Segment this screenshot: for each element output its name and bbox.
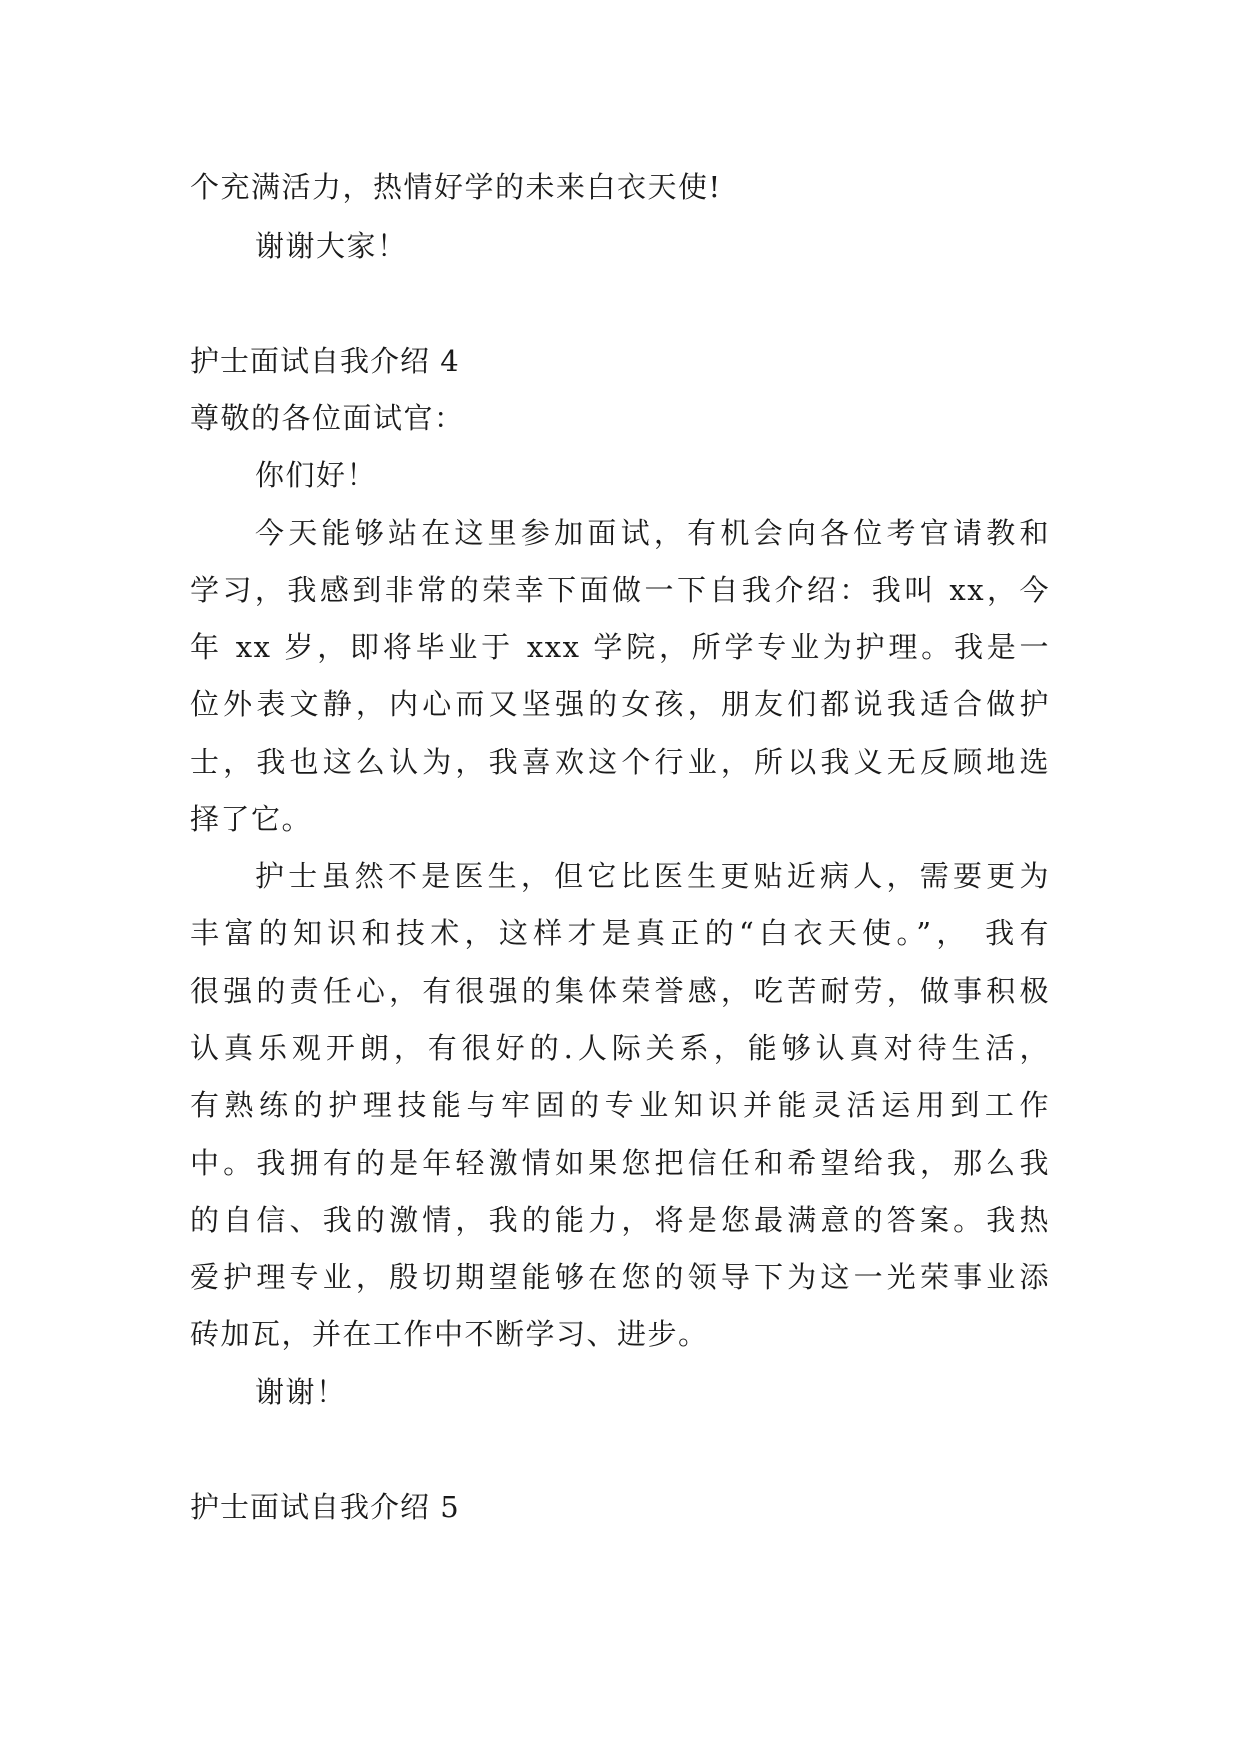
- text-line: 很强的责任心，有很强的集体荣誉感，吃苦耐劳，做事积极: [190, 974, 1050, 1008]
- salutation: 尊敬的各位面试官：: [190, 401, 465, 435]
- text-line: 谢谢大家！: [255, 229, 408, 263]
- text-line: 有熟练的护理技能与牢固的专业知识并能灵活运用到工作: [190, 1088, 1050, 1122]
- greeting: 你们好！: [255, 458, 378, 492]
- text-line: 择了它。: [190, 802, 313, 836]
- closing: 谢谢！: [255, 1375, 347, 1409]
- text-line: 士，我也这么认为，我喜欢这个行业，所以我义无反顾地选: [190, 745, 1050, 779]
- text-line: 学习，我感到非常的荣幸下面做一下自我介绍：我叫 xx，今: [190, 573, 1050, 607]
- text-line: 认真乐观开朗，有很好的.人际关系，能够认真对待生活，: [190, 1031, 1050, 1065]
- text-line: 今天能够站在这里参加面试，有机会向各位考官请教和: [255, 516, 1050, 550]
- text-line: 的自信、我的激情，我的能力，将是您最满意的答案。我热: [190, 1203, 1050, 1237]
- text-line: 个充满活力，热情好学的未来白衣天使!: [190, 170, 722, 204]
- text-line: 位外表文静，内心而又坚强的女孩，朋友们都说我适合做护: [190, 687, 1050, 721]
- text-line: 护士虽然不是医生，但它比医生更贴近病人，需要更为: [255, 859, 1050, 893]
- section-heading: 护士面试自我介绍 4: [190, 344, 460, 378]
- text-line: 砖加瓦，并在工作中不断学习、进步。: [190, 1317, 709, 1351]
- section-heading: 护士面试自我介绍 5: [190, 1490, 460, 1524]
- text-line: 中。我拥有的是年轻激情如果您把信任和希望给我，那么我: [190, 1146, 1050, 1180]
- text-line: 丰富的知识和技术，这样才是真正的“白衣天使。”， 我有: [190, 916, 1050, 950]
- text-line: 爱护理专业，殷切期望能够在您的领导下为这一光荣事业添: [190, 1260, 1050, 1294]
- text-line: 年 xx 岁，即将毕业于 xxx 学院，所学专业为护理。我是一: [190, 630, 1050, 664]
